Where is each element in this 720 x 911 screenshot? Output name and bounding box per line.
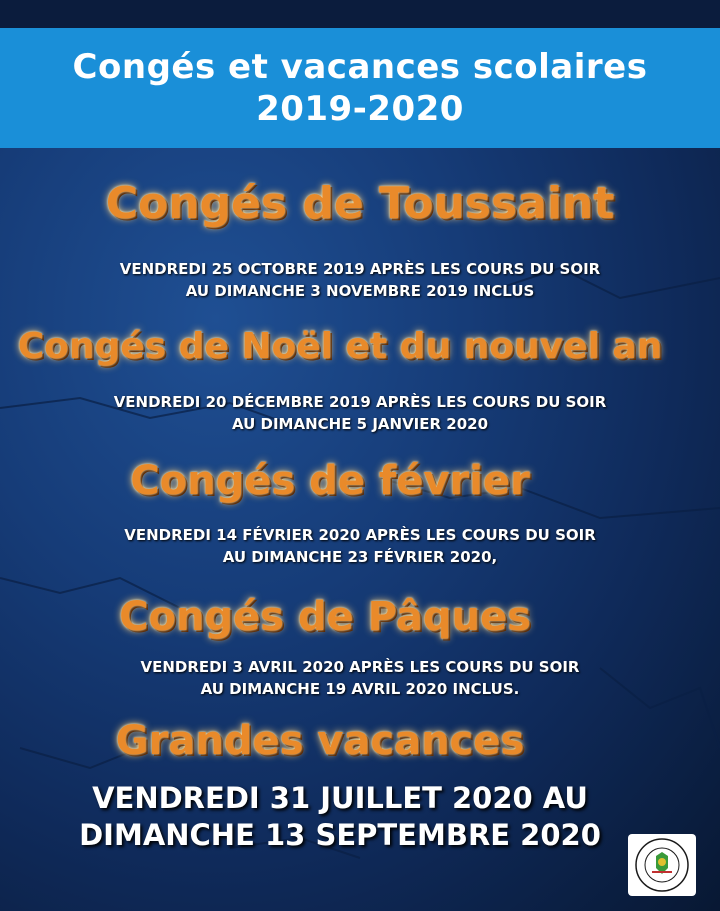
section-dates-noel — [0, 391, 720, 435]
banner-title: Congés et vacances scolaires — [72, 47, 648, 87]
school-crest-icon — [628, 834, 696, 896]
section-dates-toussaint — [0, 258, 720, 302]
section-title-noel: Congés de Noël et du nouvel an — [17, 326, 663, 367]
section-title-fevrier: Congés de février — [130, 458, 530, 504]
section-title-toussaint: Congés de Toussaint — [105, 178, 615, 229]
section-dates-fevrier — [0, 524, 720, 568]
dates-line: AU DIMANCHE 19 AVRIL 2020 INCLUS. — [200, 680, 520, 698]
top-strip — [0, 0, 720, 28]
dates-line: VENDREDI 14 FÉVRIER 2020 APRÈS LES COURS DU SOIR — [124, 526, 596, 544]
section-dates-grandes-vacances — [0, 780, 700, 854]
dates-line: AU DIMANCHE 3 NOVEMBRE 2019 INCLUS — [185, 282, 535, 300]
section-dates-paques — [0, 656, 720, 700]
school-logo — [628, 834, 696, 896]
section-title-grandes-vacances: Grandes vacances — [115, 718, 525, 764]
dates-line: AU DIMANCHE 23 FÉVRIER 2020, — [222, 548, 498, 566]
banner-year: 2019-2020 — [256, 89, 464, 129]
dates-line: VENDREDI 20 DÉCEMBRE 2019 APRÈS LES COURS DU SOIR — [113, 393, 607, 411]
dates-line: AU DIMANCHE 5 JANVIER 2020 — [231, 415, 489, 433]
dates-line: VENDREDI 3 AVRIL 2020 APRÈS LES COURS DU SOIR — [140, 658, 580, 676]
dates-line: VENDREDI 25 OCTOBRE 2019 APRÈS LES COURS DU SOIR — [119, 260, 601, 278]
header-banner — [0, 28, 720, 148]
section-title-paques: Congés de Pâques — [119, 594, 531, 640]
dates-line: VENDREDI 31 JUILLET 2020 AU — [92, 781, 588, 815]
dates-line: DIMANCHE 13 SEPTEMBRE 2020 — [79, 818, 601, 852]
